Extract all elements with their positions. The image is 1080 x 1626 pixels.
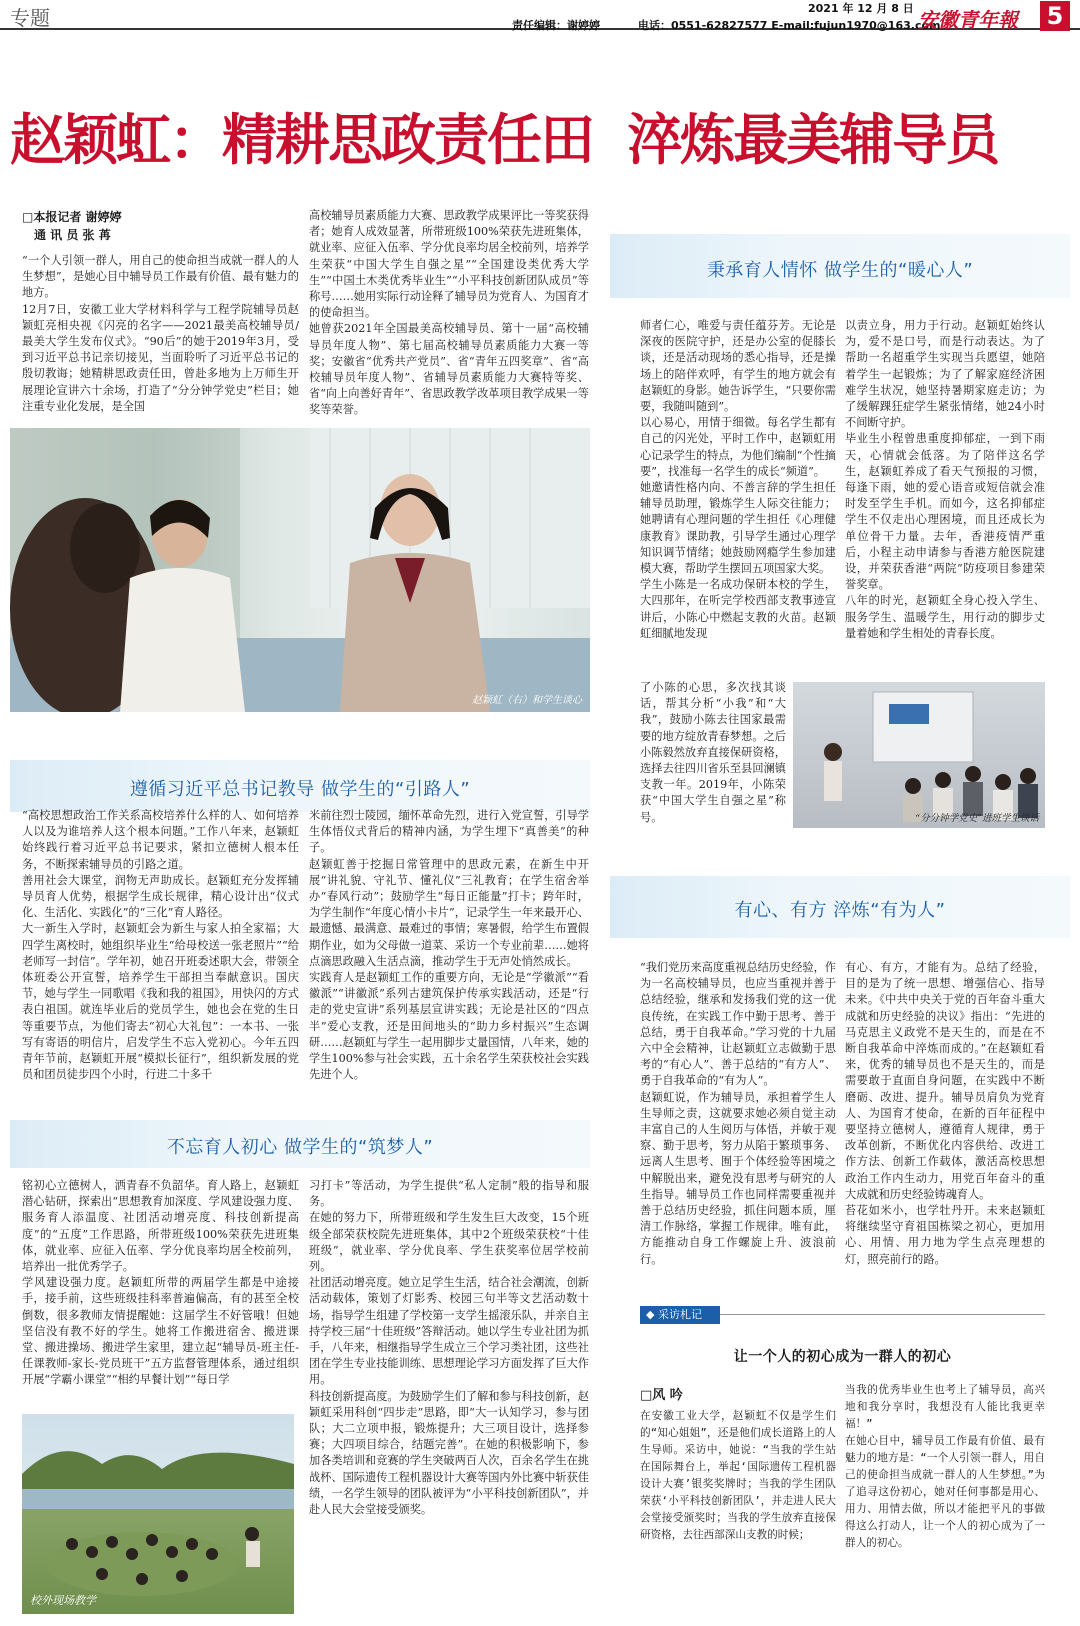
- page-number: 5: [1040, 1, 1070, 31]
- section-achiever-banner: [610, 876, 1070, 938]
- photo-outdoor-class: [22, 1414, 294, 1614]
- section-guide-banner: [10, 760, 590, 812]
- section-guide-col-2: 米前往烈士陵园，缅怀革命先烈，进行入党宣誓，引导学生体悟仪式背后的精神内涵，为学生埋下“真善美”的种子。 赵颖虹善于挖掘日常管理中的思政元素，在新生中开展“讲礼貌、守礼节、懂礼仪”三礼教育；在学生宿舍举办“春风行动”；鼓励学生“每日正能量”打卡；跨年时，为学生制作“年度心情小卡片”，记录学生一年来最开心、最遗憾、最满意、最难过的事情；寒暑假，给学生布置假期作业，如为父母做一道菜、采访一个专业前辈……她将点滴思政融入生活点滴，推动学生于无声处悄然成长。 实践育人是赵颖虹工作的重要方向，无论是“学徽派”“看徽派”“讲徽派”系列古建筑保护传承实践活动，还是“行走的党史宣讲”系列基层宣讲实践；无论是社区的“四点半”爱心支教，还是田间地头的“助力乡村振兴”生态调研……赵颖虹与学生一起用脚步丈量国情，八年来，她的学生100%参与社会实践，五十余名学生荣获校社会实践先进个人。: [309, 809, 589, 1082]
- diamond-icon: ◆: [646, 1308, 658, 1321]
- byline-reporter: □本报记者 谢婷婷: [22, 210, 122, 224]
- contact-line: 电话：0551-62827577 E-mail:fujun1970@163.com: [638, 19, 941, 32]
- section-dream-col-2: 习打卡”等活动，为学生提供“私人定制”般的指导和服务。 在她的努力下，所带班级和学生发生巨大改变，15个班级全部荣获校院先进班集体，其中2个班级荣获校“十佳班级”，就业率、学分优良率、学生获奖率位居学校前列。 社团活动增亮度。她立足学生生活，结合社会潮流，创新活动载体，策划了灯影秀、校园三句半等文艺活动数十场，指导学生组建了学校第一支学生摇滚乐队，并亲自主持学校三届“十佳班级”答辩活动。她以学生专业社团为抓手，八年来，相继指导学生成立三个学习类社团，这些社团在学生专业技能训练、思想理论学习方面发挥了巨大作用。 科技创新提高度。为鼓励学生们了解和参与科技创新，赵颖虹采用科创“四步走”思路，即“大一认知学习，参与团队；大二立项申报，锻炼提升；大三项目设计，选择参赛；大四项目综合，结题完善”。在她的积极影响下，参加各类培训和竞赛的学生突破两百人次，百余名学生在挑战杯、国际遗传工程机器设计大赛等国内外比赛中斩获佳绩，一名学生领导的团队被评为“小平科技创新团队”，并赴人民大会堂接受颁奖。: [309, 1179, 589, 1517]
- section-label: 专题: [10, 6, 50, 30]
- section-guide-title: 遵循习近平总书记教导 做学生的“引路人”: [129, 779, 471, 800]
- section-dream-col-1: 铭初心立德树人，洒青春不负韶华。育人路上，赵颖虹潜心钻研，探索出“思想教育加深度、学风建设强力度、服务育人添温度、社团活动增亮度、科技创新提高度”的“五度”工作思路，所带班级100%荣获先进班集体，就业率、应征入伍率、学分优良率均居全校前列，培养出一批优秀学子。 学风建设强力度。赵颖虹所带的两届学生都是中途接手，接手前，这些班级挂科率普遍偏高，有的甚至全校倒数，很多教师友情提醒她：这届学生不好管哦！但她坚信没有教不好的学生。她将工作搬进宿舍、搬进课堂、搬进操场、搬进学生家里，建立起“辅导员-班主任-任课教师-家长-党员班干”五方监督管理体系，通过组织开展“学霸小课堂”“相约早餐计划”“每日学: [22, 1179, 299, 1387]
- notes-tag-label: 采访札记: [657, 1308, 702, 1321]
- notes-col-2: 当我的优秀毕业生也考上了辅导员，高兴地和我分享时，我想没有人能比我更幸福！” 在她心目中，辅导员工作最有价值、最有魅力的地方是：“一个人引领一群人，用自己的使命担当成就一群人的人生梦想。”为了追寻这份初心，她对任何事都是用心、用力、用情去做，所以才能把平凡的事做得这么打动人，让一个人的初心成为了一群人的初心。: [845, 1384, 1045, 1549]
- photo-class-talk: [793, 682, 1045, 828]
- section-warm-heart-col-1: 师者仁心，唯爱与责任蕴芬芳。无论是深夜的医院守护，还是办公室的促膝长谈，还是活动现场的悉心指导，还是操场上的陪伴欢呼，有学生的地方就会有赵颖虹的身影。她告诉学生，“只要你需要，我随叫随到”。 以心易心，用情于细微。每名学生都有自己的闪光处，平时工作中，赵颖虹用心记录学生的特点，为他们编制“个性摘要”，找准每一名学生的成长“频道”。 她邀请性格内向、不善言辞的学生担任辅导员助理，锻炼学生人际交往能力；她聘请有心理问题的学生担任《心理健康教育》课助教，引导学生通过心理学知识调节情绪；她鼓励网瘾学生参加建模大赛，帮助学生摆回五项国家大奖。 学生小陈是一名成功保研本校的学生，大四那年，在听完学校西部支教事迹宣讲后，小陈心中燃起支教的火苗。赵颖虹细腻地发现: [640, 319, 836, 640]
- byline-correspondent: 通 讯 员 张 苒: [34, 228, 111, 242]
- notes-title: 让一个人的初心成为一群人的初心: [733, 1349, 952, 1365]
- section-warm-heart-col-2: 以责立身，用力于行动。赵颖虹始终认为，爱不是口号，而是行动表达。为了帮助一名超重学生实现当兵愿望，她陪着学生一起锻炼；为了了解家庭经济困难学生状况，她坚持暑期家庭走访；为了缓解踝狂症学生紧张情绪，她24小时不间断守护。 毕业生小程曾患重度抑郁症，一到下雨天，心情就会低落。为了陪伴这名学生，赵颖虹养成了看天气预报的习惯，每逢下雨，她的爱心语音或短信就会准时发至学生手机。而如今，这名抑郁症学生不仅走出心理困境，而且还成长为单位骨干力量。去年，香港疫情严重后，小程主动申请参与香港方舱医院建设，并荣获香港“两院”防疫项目参建荣誉奖章。 八年的时光，赵颖虹全身心投入学生、服务学生、温暖学生，用行动的脚步丈量着她和学生相处的青春长度。: [845, 319, 1045, 640]
- headline: 赵颖虹：精耕思政责任田 淬炼最美辅导员: [10, 108, 999, 172]
- notes-author: □风 吟: [640, 1388, 683, 1403]
- section-achiever-col-1: “我们党历来高度重视总结历史经验，作为一名高校辅导员，也应当重视并善于总结经验，继承和发扬我们党的这一优良传统，在实践工作中勤于思考、善于总结，勇于自我革命。”学习党的十九届六中全会精神，让赵颖虹立志做勤于思考的“有心人”、善于总结的“有方人”、勇于自我革命的“有为人”。 赵颖虹说，作为辅导员，承担着学生人生导师之责，这就要求她必须自觉主动丰富自己的人生阅历与体悟，并敏于观察、勤于思考，努力从陷于繁琐事务、远离人生思考、囿于个体经验等困境之中解脱出来，避免没有思考与研究的人生指导。辅导员工作也同样需要重视并善于总结历史经验，抓住问题本质，厘清工作脉络，掌握工作规律。唯有此，方能推动自身工作螺旋上升、波浪前行。: [640, 961, 836, 1266]
- notes-col-1: 在安徽工业大学，赵颖虹不仅是学生们的“知心姐姐”，还是他们成长道路上的人生导师。采访中，她说：“当我的学生站在国际舞台上，举起‘国际遗传工程机器设计大赛’银奖奖牌时；当我的学生团队荣获‘小平科技创新团队’，并走进人民大会堂接受颁奖时；当我的学生放弃直接保研资格，去往西部深山支教的时候；: [640, 1410, 836, 1541]
- photo-outdoor-class-caption: 校外现场教学: [30, 1594, 96, 1607]
- intro-col-1: “一个人引领一群人，用自己的使命担当成就一群人的人生梦想”，是她心目中辅导员工作最有价值、最有魅力的地方。 12月7日，安徽工业大学材料科学与工程学院辅导员赵颖虹亮相央视《闪亮的名字——2021最美高校辅导员/最美大学生发布仪式》。“90后”的她于2019年3月，受到习近平总书记亲切接见，当面聆听了习近平总书记的殷切教诲；她精耕思政责任田，曾赴多地为上万师生开展理论宣讲六十余场，打造了“分分钟学党史”栏目；她注重专业化发展，是全国: [22, 254, 299, 413]
- issue-date: 2021 年 12 月 8 日: [808, 2, 914, 15]
- class-talk-illustration: [793, 682, 1045, 828]
- section-guide-col-1: “高校思想政治工作关系高校培养什么样的人、如何培养人以及为谁培养人这个根本问题。”工作八年来，赵颖虹始终践行着习近平总书记要求，紧扣立德树人根本任务，不断探索辅导员的引路之道。 善用社会大课堂，润物无声助成长。赵颖虹充分发挥辅导员育人优势，根据学生成长规律，精心设计出“仪式化、生活化、实践化”的“三化”育人路径。 大一新生入学时，赵颖虹会为新生与家人拍全家福；大四学生离校时，她组织毕业生“给母校送一张老照片”“给老师写一封信”。学年初，她召开班委述职大会，带领全体班委公开宣誓，培养学生干部担当奉献意识。国庆节，她与学生一同歌唱《我和我的祖国》，用快闪的方式表白祖国。就连毕业后的党员学生，她也会在党的生日等重要节点，为他们寄去“初心大礼包”：一本书、一张写有寄语的明信片，启发学生不忘入党初心。今年五四青年节前，赵颖虹开展“模拟长征行”，组织新发展的党员和团员徒步四个小时，行进二十多千: [22, 809, 299, 1082]
- photo-interview: [10, 428, 590, 712]
- editor-line: 责任编辑：谢婷婷: [512, 19, 600, 32]
- photo-interview-caption: 赵颖虹（右）和学生谈心: [472, 695, 582, 706]
- section-warm-heart-banner: [610, 234, 1070, 298]
- section-warm-heart-title: 秉承育人情怀 做学生的“暖心人”: [706, 260, 974, 281]
- section-dream-title: 不忘育人初心 做学生的“筑梦人”: [166, 1137, 434, 1158]
- interview-illustration: [10, 428, 590, 712]
- section-achiever-title: 有心、有方 淬炼“有为人”: [734, 900, 946, 921]
- intro-col-2: 高校辅导员素质能力大赛、思政教学成果评比一等奖获得者；她育人成效显著，所带班级100%荣获先进班集体，就业率、应征入伍率、学分优良率均居全校前列，培养学生荣获“中国大学生自强之星”“全国建设类优秀大学生”“中国土木类优秀毕业生”“小平科技创新团队成员”等称号……她用实际行动诠释了辅导员为党育人、为国育才的使命担当。 她曾获2021年全国最美高校辅导员、第十一届“高校辅导员年度人物”、第七届高校辅导员素质能力大赛一等奖；安徽省“优秀共产党员”、省“青年五四奖章”、省“高校辅导员年度人物”、省辅导员素质能力大赛特等奖、省“向上向善好青年”、省思政教学改革项目教学成果一等奖等荣誉。: [309, 209, 589, 417]
- notes-tag: [640, 1306, 720, 1324]
- masthead-bar: [0, 0, 1080, 30]
- section-warm-heart-col-1b: 了小陈的心思，多次找其谈话，帮其分析“小我”和“大我”，鼓励小陈去往国家最需要的地方绽放青春梦想。之后小陈毅然放弃直接保研资格，选择去往四川省乐至县回澜镇支教一年。2019年，小陈荣获“中国大学生自强之星”称号。: [640, 681, 786, 824]
- section-dream-banner: [10, 1120, 590, 1168]
- photo-class-talk-caption: “分分钟学党史”进班学生谈话: [915, 813, 1039, 824]
- section-achiever-col-2: 有心、有方，才能有为。总结了经验，目的是为了统一思想、增强信心、指导未来。《中共中央关于党的百年奋斗重大成就和历史经验的决议》指出：“先进的马克思主义政党不是天生的，而是在不断自我革命中淬炼而成的。”在赵颖虹看来，优秀的辅导员也不是天生的，而是需要敢于直面自身问题，在实践中不断磨砺、改进、提升。辅导员肩负为党育人、为国育才使命，在新的百年征程中要坚持立德树人，遵循育人规律，勇于改革创新，不断优化内容供给、改进工作方法、创新工作载体，激活高校思想政治工作内生动力，用党百年奋斗的重大成就和历史经验铸魂育人。 苔花如米小，也学牡丹开。未来赵颖虹将继续坚守育祖国栋梁之初心，更加用心、用情、用力地为学生点亮理想的灯，照亮前行的路。: [845, 961, 1045, 1266]
- outdoor-class-illustration: [22, 1414, 294, 1614]
- paper-logo: 安徽青年報: [918, 8, 1018, 32]
